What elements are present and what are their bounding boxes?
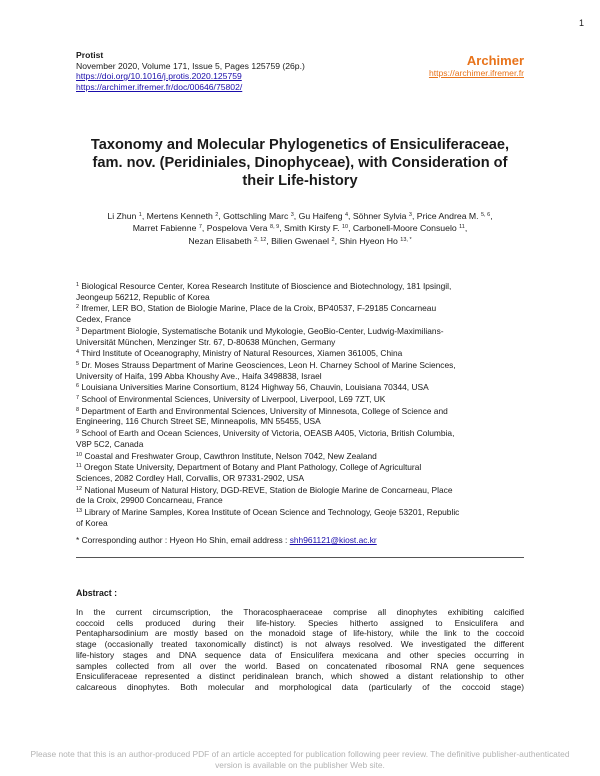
author-name: , bbox=[490, 211, 493, 221]
affiliation-line bbox=[76, 381, 528, 393]
abstract-line: Ensiculiferaceae represented a distinct peridinalean branch, which showed a distant relationship to other bbox=[76, 671, 524, 682]
affiliation-line bbox=[76, 461, 528, 473]
affiliation-text: School of Environmental Sciences, University of Liverpool, Liverpool, L69 7ZT, UK bbox=[81, 394, 386, 405]
affiliation-line bbox=[76, 371, 528, 382]
abstract-line: life-history stages and DNA sequence data of Ensiculifera mexicana and other species occurring in bbox=[76, 649, 524, 660]
author-line bbox=[76, 235, 524, 247]
author-affiliation-mark: 1 bbox=[138, 212, 142, 218]
author-name: , Mertens Kenneth bbox=[141, 211, 216, 221]
affiliation-text: Louisiana Universities Marine Consortium, 8124 Highway 56, Chauvin, Louisiana 70344, USA bbox=[81, 382, 429, 393]
author-name: , Söhner Sylvia bbox=[348, 211, 409, 221]
author-line bbox=[76, 222, 524, 234]
affiliation-text: Sciences, 2082 Cordley Hall, Corvallis, OR 97331-2902, USA bbox=[76, 472, 305, 483]
affiliation-text: Jeongeup 56212, Republic of Korea bbox=[76, 291, 210, 302]
paper-title bbox=[76, 136, 524, 190]
affiliation-line bbox=[76, 484, 528, 496]
author-list bbox=[76, 210, 524, 247]
author-name: Marret Fabienne bbox=[132, 223, 199, 234]
affiliation-line bbox=[76, 416, 528, 427]
corresponding-author bbox=[76, 535, 377, 546]
abstract-line: stage (occasionally treated taxonomically distinct) is not always resolved. We investigated the different bbox=[76, 639, 524, 650]
affiliation-line bbox=[76, 506, 528, 518]
email-link[interactable]: shh961121@kiost.ac.kr bbox=[289, 535, 377, 545]
author-name: , Shin Hyeon Ho bbox=[334, 235, 401, 246]
affiliation-line bbox=[76, 439, 528, 450]
page-number: 1 bbox=[578, 18, 584, 28]
affiliation-text: Library of Marine Samples, Korea Institute of Ocean Science and Technology, Geoje 53201, Republic bbox=[84, 507, 460, 518]
author-affiliation-mark: 7 bbox=[198, 224, 202, 231]
author-name: , Gu Haifeng bbox=[293, 211, 345, 221]
affiliation-line bbox=[76, 405, 528, 417]
affiliation-list bbox=[76, 280, 528, 528]
author-affiliation-mark: 2 bbox=[215, 212, 219, 218]
affiliation-text: School of Earth and Ocean Sciences, University of Victoria, OEASB A405, Victoria, British Columbia, bbox=[81, 428, 455, 439]
author-affiliation-mark: 11 bbox=[459, 224, 465, 231]
affiliation-text: Third Institute of Oceanography, Ministry of Natural Resources, Xiamen 361005, China bbox=[81, 348, 403, 359]
author-affiliation-mark: 8, 9 bbox=[270, 224, 280, 231]
affiliation-number: 4 bbox=[76, 349, 80, 356]
archimer-name: Archimer bbox=[466, 53, 524, 68]
affiliation-line bbox=[76, 337, 528, 348]
author-name: , Carbonell-Moore Consuelo bbox=[348, 223, 460, 234]
section-divider bbox=[76, 557, 524, 558]
title-line: fam. nov. (Peridiniales, Dinophyceae), with Consideration of bbox=[92, 155, 508, 171]
corresponding-label: * Corresponding author : Hyeon Ho Shin, email address : bbox=[76, 535, 290, 545]
author-name: , Pospelova Vera bbox=[201, 223, 271, 234]
affiliation-text: Dr. Moses Strauss Department of Marine Geosciences, Leon H. Charney School of Marine Sciences, bbox=[81, 359, 456, 370]
affiliation-number: 13 bbox=[76, 508, 83, 515]
affiliation-line bbox=[76, 495, 528, 506]
affiliation-text: Department Biologie, Systematische Botanik und Mykologie, GeoBio-Center, Ludwig-Maximilians- bbox=[81, 325, 444, 336]
affiliation-line bbox=[76, 280, 528, 292]
author-name: Nezan Elisabeth bbox=[188, 235, 255, 246]
affiliation-number: 8 bbox=[76, 406, 80, 413]
title-line: Taxonomy and Molecular Phylogenetics of Ensiculiferaceae, bbox=[90, 137, 510, 153]
affiliation-number: 2 bbox=[76, 304, 80, 311]
affiliation-text: Engineering, 116 Church Street SE, Minneapolis, MN 55455, USA bbox=[76, 416, 321, 427]
author-name: , Bilien Gwenael bbox=[266, 235, 332, 246]
author-affiliation-mark: 3 bbox=[290, 212, 294, 218]
archimer-link[interactable]: https://archimer.ifremer.fr bbox=[428, 68, 524, 78]
author-affiliation-mark: 10 bbox=[341, 224, 349, 231]
affiliation-text: National Museum of Natural History, DGD-REVE, Station de Biologie Marine de Concarneau, Place bbox=[84, 484, 453, 495]
author-name: , Gottschling Marc bbox=[218, 211, 291, 221]
affiliation-number: 5 bbox=[76, 360, 80, 367]
affiliation-text: Biological Resource Center, Korea Research Institute of Bioscience and Biotechnology, 181 Ipsingil, bbox=[81, 281, 452, 291]
author-affiliation-mark: 2, 12 bbox=[254, 236, 267, 243]
affiliation-text: Oregon State University, Department of Botany and Plant Pathology, College of Agricultural bbox=[84, 462, 422, 473]
affiliation-number: 3 bbox=[76, 326, 80, 333]
journal-name: Protist bbox=[76, 50, 104, 60]
abstract-text bbox=[76, 607, 524, 693]
affiliation-line bbox=[76, 450, 528, 462]
affiliation-line bbox=[76, 314, 528, 325]
author-name: , Smith Kirsty F. bbox=[279, 223, 342, 234]
abstract-line: Pentapharsodinium are mostly based on the monadoid stage of life-history, while the link to the coccoid bbox=[76, 628, 524, 639]
affiliation-text: Ifremer, LER BO, Station de Biologie Marine, Place de la Croix, BP40537, F-29185 Concarneau bbox=[81, 303, 437, 314]
citation: November 2020, Volume 171, Issue 5, Pages 125759 (26p.) bbox=[76, 60, 305, 71]
archive-link[interactable]: https://archimer.ifremer.fr/doc/00646/75802/ bbox=[76, 81, 243, 92]
affiliation-line bbox=[76, 292, 528, 303]
journal-header bbox=[76, 50, 305, 92]
affiliation-number: 9 bbox=[76, 429, 80, 436]
affiliation-line bbox=[76, 518, 528, 529]
affiliation-text: Universität München, Menzinger Str. 67, D-80638 München, Germany bbox=[76, 336, 336, 347]
author-affiliation-mark: 5, 6 bbox=[481, 212, 491, 218]
affiliation-line bbox=[76, 393, 528, 405]
affiliation-number: 1 bbox=[76, 282, 80, 288]
affiliation-line bbox=[76, 359, 528, 371]
abstract-line: coccoid cells produced during their life-history. Species hitherto assigned to Ensiculifera and bbox=[76, 617, 524, 628]
author-name: Li Zhun bbox=[107, 211, 139, 221]
affiliation-line bbox=[76, 473, 528, 484]
author-affiliation-mark: 4 bbox=[344, 212, 349, 218]
abstract-heading: Abstract : bbox=[76, 588, 118, 598]
author-line bbox=[76, 210, 524, 222]
affiliation-number: 12 bbox=[76, 485, 83, 492]
affiliation-number: 11 bbox=[76, 463, 82, 470]
affiliation-text: Department of Earth and Environmental Sciences, University of Minnesota, College of Science and bbox=[81, 405, 448, 416]
author-affiliation-mark: 3 bbox=[408, 212, 412, 218]
abstract-line: samples collected from all over the world. Based on concatenated ribosomal RNA gene sequences bbox=[76, 660, 524, 671]
doi-link[interactable]: https://doi.org/10.1016/j.protis.2020.125759 bbox=[76, 71, 242, 81]
affiliation-line bbox=[76, 427, 528, 439]
affiliation-text: Coastal and Freshwater Group, Cawthron Institute, Nelson 7042, New Zealand bbox=[84, 450, 377, 461]
affiliation-number: 10 bbox=[76, 451, 83, 458]
author-affiliation-mark: 13, * bbox=[400, 236, 412, 243]
affiliation-text: V8P 5C2, Canada bbox=[76, 438, 144, 449]
author-name: , bbox=[464, 223, 468, 234]
affiliation-text: University of Haifa, 199 Abba Khoushy Ave., Haifa 3498838, Israel bbox=[76, 370, 322, 381]
affiliation-line bbox=[76, 302, 528, 314]
affiliation-text: of Korea bbox=[76, 517, 108, 528]
affiliation-text: de la Croix, 29900 Concarneau, France bbox=[76, 495, 223, 506]
abstract-line: In the current circumscription, the Thoracosphaeraceae comprise all dinophytes exhibiting calcified bbox=[76, 607, 524, 617]
archimer-logo bbox=[429, 54, 524, 78]
author-affiliation-mark: 2 bbox=[331, 236, 335, 243]
affiliation-line bbox=[76, 347, 528, 359]
footer-note: Please note that this is an author-produced PDF of an article accepted for publication following peer review. The definitive publisher-authenticated version is available on the publisher Web site. bbox=[30, 749, 570, 770]
title-line: their Life-history bbox=[242, 173, 358, 189]
affiliation-line bbox=[76, 325, 528, 337]
abstract-line: calcareous dinophytes. Both molecular and morphological data (particularly of the coccoid stage) bbox=[76, 681, 524, 692]
author-name: , Price Andrea M. bbox=[411, 211, 481, 221]
affiliation-number: 6 bbox=[76, 383, 80, 390]
affiliation-number: 7 bbox=[76, 395, 80, 402]
affiliation-text: Cedex, France bbox=[76, 314, 131, 325]
